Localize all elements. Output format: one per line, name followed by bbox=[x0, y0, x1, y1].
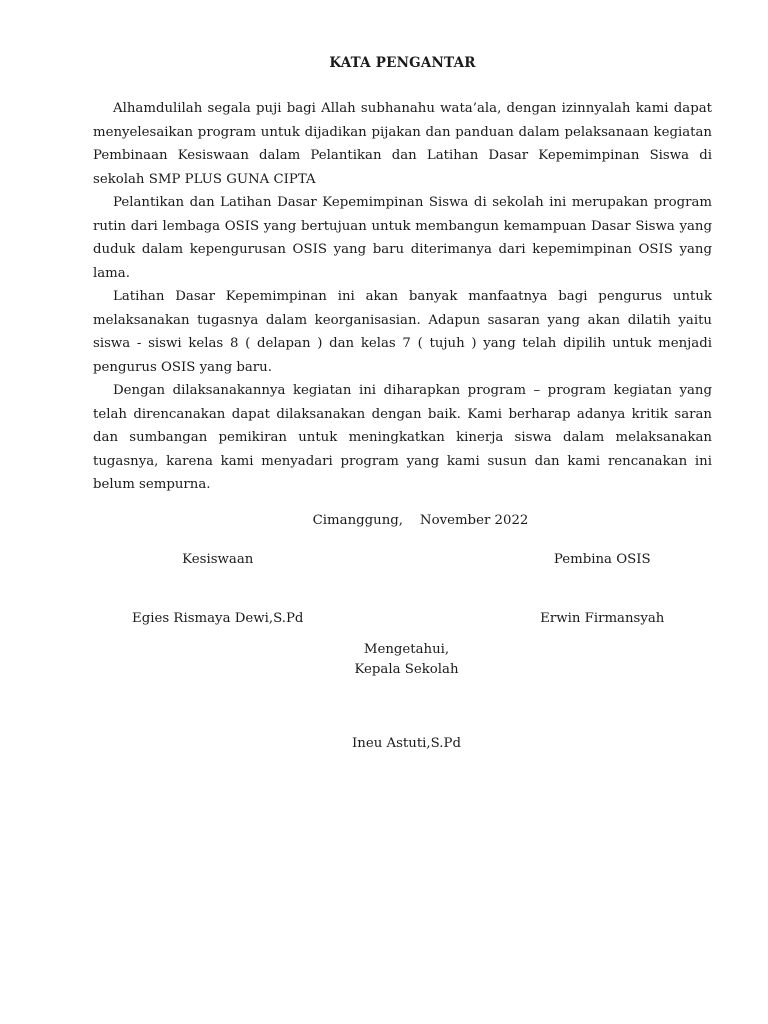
place-date: Cimanggung, November 2022 bbox=[312, 512, 529, 528]
closing-section bbox=[93, 513, 712, 754]
signature-block-kesiswaan bbox=[93, 552, 403, 626]
page-title: KATA PENGANTAR bbox=[329, 55, 476, 71]
signer-name-right: Erwin Firmansyah bbox=[540, 610, 665, 626]
document-page bbox=[93, 55, 712, 754]
acknowledgement-line-1: Mengetahui, bbox=[363, 641, 450, 657]
paragraph-1: Alhamdulilah segala puji bagi Allah subhanahu wata’ala, dengan izinnyalah kami dapat menyelesaikan program untuk dijadikan pijakan dan panduan dalam pelaksanaan kegiatan Pembinaan Kesiswaan dalam Pelantikan dan Latihan Dasar Kepemimpinan Siswa di sekolah SMP PLUS GUNA CIPTA bbox=[93, 101, 712, 187]
principal-name: Ineu Astuti,S.Pd bbox=[352, 735, 461, 751]
signature-block-pembina bbox=[403, 552, 713, 626]
paragraph-3: Latihan Dasar Kepemimpinan ini akan banyak manfaatnya bagi pengurus untuk melaksanakan tugasnya dalam keorganisasian. Adapun sasaran yang akan dilatih yaitu siswa - siswi kelas 8 ( delapan ) dan kelas 7 ( tujuh ) yang telah dipilih untuk menjadi pengurus OSIS yang baru. bbox=[93, 289, 712, 375]
paragraph-4: Dengan dilaksanakannya kegiatan ini diharapkan program – program kegiatan yang telah direncanakan dapat dilaksanakan dengan baik. Kami berharap adanya kritik saran dan sumbangan pemikiran untuk meningkatkan kinerja siswa dalam melaksanakan tugasnya, karena kami menyadari program yang kami susun dan kami rencanakan ini belum sempurna. bbox=[93, 383, 712, 492]
signer-role-left: Kesiswaan bbox=[182, 551, 254, 567]
acknowledgement-block bbox=[93, 640, 712, 754]
signer-name-left: Egies Rismaya Dewi,S.Pd bbox=[132, 610, 304, 626]
paragraph-2: Pelantikan dan Latihan Dasar Kepemimpinan Siswa di sekolah ini merupakan program rutin dari lembaga OSIS yang bertujuan untuk membangun kemampuan Dasar Siswa yang duduk dalam kepengurusan OSIS yang baru diterimanya dari kepemimpinan OSIS yang lama. bbox=[93, 195, 712, 281]
signature-row bbox=[93, 552, 712, 626]
acknowledgement-line-2: Kepala Sekolah bbox=[354, 661, 459, 677]
signer-role-right: Pembina OSIS bbox=[553, 551, 651, 567]
